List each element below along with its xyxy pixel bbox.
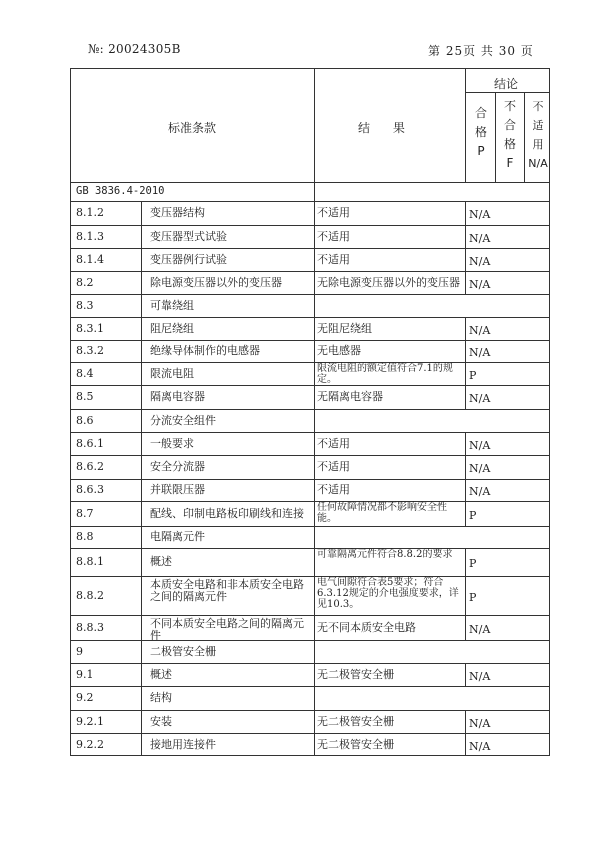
row-divider (70, 479, 550, 480)
col-divider-verdict (465, 548, 466, 576)
col-divider-verdict (465, 576, 466, 615)
result-text: 无阻尼绕组 (317, 322, 372, 335)
clause-title: 阻尼绕组 (150, 322, 194, 335)
result-text: 无不同本质安全电路 (317, 621, 416, 634)
clause-number: 9.1 (76, 668, 94, 681)
result-text: 限流电阻的额定值符合7.1的规定。 (317, 363, 453, 385)
col-divider-pass (495, 92, 496, 182)
clause-title: 分流安全组件 (150, 414, 216, 427)
clause-title: 隔离电容器 (150, 390, 205, 403)
row-divider (70, 455, 550, 456)
clause-title: 限流电阻 (150, 367, 194, 380)
row-divider (70, 733, 550, 734)
col-divider-number (141, 201, 142, 225)
clause-number: 9.2 (76, 691, 94, 704)
result-text: 电气间隙符合表5要求；符合6.3.12规定的介电强度要求，详见10.3。 (317, 577, 459, 610)
page-indicator: 第 25页 共 30 页 (428, 44, 534, 58)
row-divider (70, 385, 550, 386)
header-verdict: 结论 (494, 77, 519, 91)
col-divider-number (141, 576, 142, 615)
verdict-mark: N/A (469, 439, 491, 452)
header-bottom-line (70, 182, 550, 183)
col-divider-verdict (465, 710, 466, 733)
row-divider (70, 201, 550, 202)
row-divider (70, 686, 550, 687)
result-text: 不适用 (317, 230, 350, 243)
col-divider-verdict (465, 663, 466, 686)
clause-title: 除电源变压器以外的变压器 (150, 276, 282, 289)
row-divider (70, 710, 550, 711)
clause-number: 9.2.1 (76, 715, 104, 728)
verdict-mark: P (469, 591, 477, 604)
header-fail: 不 合 格 F (503, 99, 516, 170)
clause-number: 8.3.1 (76, 322, 104, 335)
verdict-mark: P (469, 557, 477, 570)
clause-title: 概述 (150, 555, 172, 568)
result-text: 无二极管安全栅 (317, 738, 394, 751)
clause-number: 9 (76, 645, 83, 658)
clause-number: 8.6.2 (76, 460, 104, 473)
col-divider-verdict (465, 225, 466, 248)
row-divider (70, 640, 550, 641)
verdict-mark: N/A (469, 324, 491, 337)
verdict-mark: N/A (469, 346, 491, 359)
verdict-mark: N/A (469, 670, 491, 683)
col-divider-result (465, 68, 466, 182)
row-divider (70, 294, 550, 295)
row-divider (70, 432, 550, 433)
row-divider (70, 340, 550, 341)
clause-number: 8.2 (76, 276, 94, 289)
col-divider-verdict (465, 248, 466, 271)
col-divider-number (141, 710, 142, 733)
clause-title: 安装 (150, 715, 172, 728)
col-divider-verdict (465, 271, 466, 294)
result-text: 无除电源变压器以外的变压器 (317, 276, 460, 289)
clause-number: 8.4 (76, 367, 94, 380)
col-divider-number (141, 317, 142, 340)
col-divider-number (141, 501, 142, 526)
col-divider-verdict (465, 479, 466, 501)
verdict-mark: N/A (469, 740, 491, 753)
clause-number: 8.6.1 (76, 437, 104, 450)
col-divider-number (141, 479, 142, 501)
verdict-mark: N/A (469, 208, 491, 221)
verdict-mark: N/A (469, 717, 491, 730)
verdict-mark: N/A (469, 485, 491, 498)
standard-name: GB 3836.4-2010 (76, 185, 165, 197)
clause-title: 本质安全电路和非本质安全电路之间的隔离元件 (150, 578, 304, 603)
result-text: 无二极管安全栅 (317, 715, 394, 728)
clause-title: 二极管安全栅 (150, 645, 216, 658)
header-clause: 标准条款 (168, 121, 217, 135)
clause-title: 并联限压器 (150, 483, 205, 496)
row-divider (70, 248, 550, 249)
row-divider (70, 409, 550, 410)
col-divider-verdict (465, 432, 466, 455)
col-divider-number (141, 340, 142, 362)
result-text: 无电感器 (317, 344, 361, 357)
row-divider (70, 225, 550, 226)
col-divider-number (141, 294, 142, 317)
col-divider-verdict (465, 615, 466, 640)
row-divider (70, 271, 550, 272)
clause-number: 8.3 (76, 299, 94, 312)
result-text: 无二极管安全栅 (317, 668, 394, 681)
result-text: 不适用 (317, 437, 350, 450)
col-divider-number (141, 526, 142, 548)
result-text: 不适用 (317, 206, 350, 219)
col-divider-verdict (465, 733, 466, 756)
clause-title: 电隔离元件 (150, 530, 205, 543)
verdict-header-divider (465, 92, 550, 93)
result-text: 不适用 (317, 253, 350, 266)
result-text: 可靠隔离元件符合8.8.2的要求 (317, 549, 453, 560)
col-divider-verdict (465, 340, 466, 362)
clause-number: 9.2.2 (76, 738, 104, 751)
clause-title: 变压器型式试验 (150, 230, 227, 243)
col-divider-number (141, 362, 142, 385)
clause-title: 变压器例行试验 (150, 253, 227, 266)
clause-title: 变压器结构 (150, 206, 205, 219)
col-divider-number (141, 733, 142, 756)
row-divider (70, 576, 550, 577)
clause-title: 接地用连接件 (150, 738, 216, 751)
row-divider (70, 526, 550, 527)
clause-number: 8.5 (76, 390, 94, 403)
clause-number: 8.1.3 (76, 230, 104, 243)
header-na: 不 适 用 N/A (528, 100, 548, 170)
row-divider (70, 663, 550, 664)
verdict-mark: N/A (469, 278, 491, 291)
col-divider-fail (524, 92, 525, 182)
clause-number: 8.8.3 (76, 621, 104, 634)
clause-number: 8.8.1 (76, 555, 104, 568)
clause-number: 8.6 (76, 414, 94, 427)
col-divider-verdict (465, 385, 466, 409)
col-divider-number (141, 271, 142, 294)
clause-title: 不同本质安全电路之间的隔离元件 (150, 617, 304, 642)
col-divider-number (141, 615, 142, 640)
clause-number: 8.8 (76, 530, 94, 543)
clause-number: 8.8.2 (76, 589, 104, 602)
verdict-mark: P (469, 509, 477, 522)
result-text: 不适用 (317, 483, 350, 496)
clause-number: 8.7 (76, 507, 94, 520)
clause-number: 8.3.2 (76, 344, 104, 357)
col-divider-number (141, 640, 142, 663)
verdict-mark: P (469, 369, 477, 382)
row-divider (70, 317, 550, 318)
result-text: 任何故障情况都不影响安全性能。 (317, 502, 447, 524)
col-divider-verdict (465, 455, 466, 479)
clause-number: 8.6.3 (76, 483, 104, 496)
row-divider (70, 615, 550, 616)
result-text: 不适用 (317, 460, 350, 473)
col-divider-number (141, 686, 142, 710)
row-divider (70, 362, 550, 363)
clause-title: 结构 (150, 691, 172, 704)
verdict-mark: N/A (469, 623, 491, 636)
col-divider-number (141, 409, 142, 432)
col-divider-verdict (465, 317, 466, 340)
col-divider-number (141, 385, 142, 409)
clause-title: 概述 (150, 668, 172, 681)
clause-title: 可靠绕组 (150, 299, 194, 312)
clause-number: 8.1.2 (76, 206, 104, 219)
header-result: 结 果 (358, 121, 405, 135)
verdict-mark: N/A (469, 232, 491, 245)
col-divider-number (141, 548, 142, 576)
document-number: №: 20024305B (88, 42, 181, 56)
col-divider-number (141, 248, 142, 271)
col-divider-number (141, 432, 142, 455)
header-pass: 合 格 P (474, 106, 487, 158)
verdict-mark: N/A (469, 392, 491, 405)
row-divider (70, 501, 550, 502)
col-divider-number (141, 663, 142, 686)
col-divider-verdict (465, 362, 466, 385)
result-text: 无隔离电容器 (317, 390, 383, 403)
col-divider-verdict (465, 201, 466, 225)
col-divider-verdict (465, 501, 466, 526)
col-divider-number (141, 455, 142, 479)
col-divider-number (141, 225, 142, 248)
clause-title: 安全分流器 (150, 460, 205, 473)
clause-number: 8.1.4 (76, 253, 104, 266)
verdict-mark: N/A (469, 255, 491, 268)
table-frame (70, 68, 550, 756)
clause-title: 绝缘导体制作的电感器 (150, 344, 260, 357)
clause-title: 一般要求 (150, 437, 194, 450)
verdict-mark: N/A (469, 462, 491, 475)
clause-title: 配线、印制电路板印刷线和连接 (150, 507, 304, 520)
row-divider (70, 548, 550, 549)
col-divider-clause (314, 68, 315, 756)
